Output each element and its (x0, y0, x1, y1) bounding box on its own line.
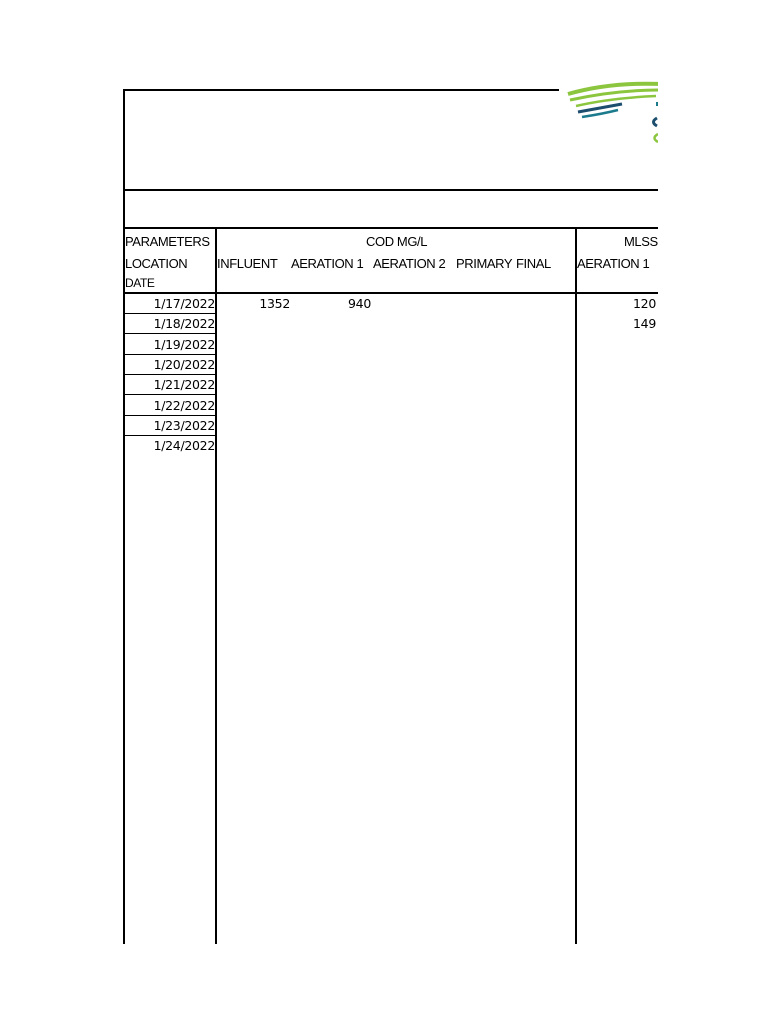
col-header-mlss-aeration-1: AERATION 1 (577, 256, 650, 271)
title-block-bottom-border (123, 189, 658, 191)
date-column-divider (215, 227, 217, 944)
table-row-date: 1/24/2022 (153, 438, 215, 453)
wave-logo-icon (560, 78, 658, 150)
cell-mlss-aeration-1: 120 (633, 296, 656, 311)
table-top-border (123, 227, 658, 229)
row-separator (123, 374, 216, 375)
table-row-date: 1/20/2022 (153, 357, 215, 372)
frame-top-border (123, 89, 559, 91)
table-row-date: 1/19/2022 (153, 337, 215, 352)
mlss-group-header: MLSS (624, 234, 658, 249)
col-header-influent: INFLUENT (217, 256, 278, 271)
col-header-primary: PRIMARY (456, 256, 513, 271)
company-logo (560, 78, 658, 150)
row-separator (123, 333, 216, 334)
cod-group-header: COD MG/L (366, 234, 428, 249)
row-separator (123, 354, 216, 355)
table-row-date: 1/23/2022 (153, 418, 215, 433)
cell-mlss-aeration-1: 149 (633, 316, 656, 331)
table-row-date: 1/17/2022 (153, 296, 215, 311)
cod-mlss-divider (575, 227, 577, 944)
col-header-aeration-1: AERATION 1 (291, 256, 364, 271)
table-row-date: 1/22/2022 (153, 398, 215, 413)
frame-left-border (123, 89, 125, 944)
cell-aeration-1: 940 (348, 296, 371, 311)
row-separator (123, 435, 216, 436)
row-separator (123, 394, 216, 395)
cell-influent: 1352 (259, 296, 290, 311)
row-separator (123, 313, 216, 314)
header-bottom-border (123, 292, 658, 294)
table-row-date: 1/21/2022 (153, 377, 215, 392)
col-header-final: FINAL (516, 256, 551, 271)
col-header-aeration-2: AERATION 2 (373, 256, 446, 271)
row-separator (123, 415, 216, 416)
location-label: LOCATION (125, 256, 188, 271)
parameters-label: PARAMETERS (125, 234, 210, 249)
table-row-date: 1/18/2022 (153, 316, 215, 331)
date-label: DATE (125, 276, 155, 290)
